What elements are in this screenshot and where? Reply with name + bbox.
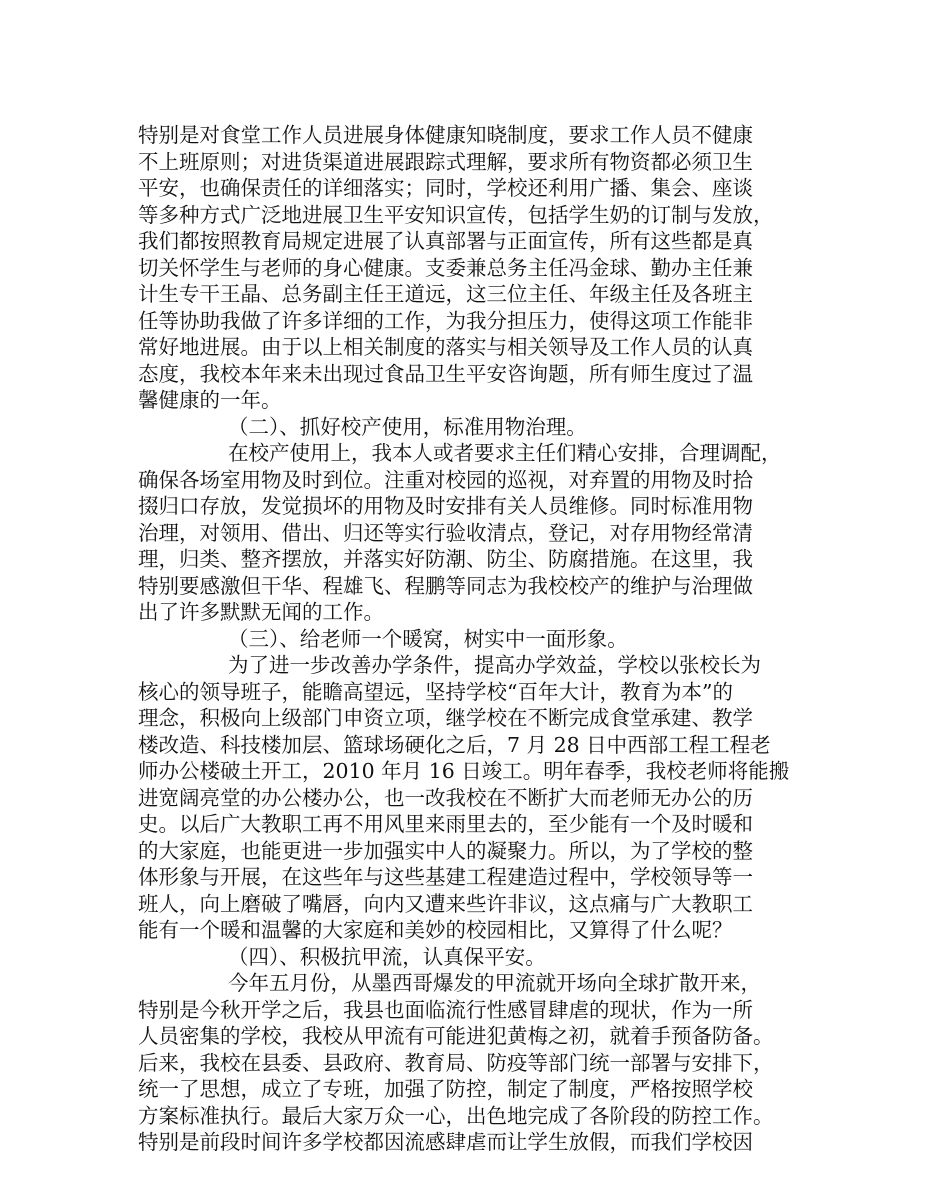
text-line: 楼改造、科技楼加层、篮球场硬化之后，7 月 28 日中西部工程工程老: [138, 732, 771, 757]
text-line: 人员密集的学校，我校从甲流有可能进犯黄梅之初，就着手预备防备。: [138, 1024, 774, 1048]
text-line: 态度，我校本年来未出现过食品卫生平安咨询题，所有师生度过了温: [138, 361, 753, 386]
text-line: 核心的领导班子，能瞻高望远，坚持学校“百年大计，教育为本”的: [138, 679, 733, 704]
text-line: 理，归类、整齐摆放，并落实好防潮、防尘、防腐措施。在这里，我: [138, 547, 753, 571]
text-line: 为了进一步改善办学条件，提高办学效益，学校以张校长为: [228, 653, 761, 677]
text-line: 常好地进展。由于以上相关制度的落实与相关领导及工作人员的认真: [138, 335, 753, 359]
document-page: [138, 122, 828, 1156]
text-line: 不上班原则；对进货渠道进展跟踪式理解，要求所有物资都必须卫生: [138, 149, 753, 174]
text-line: 理念，积极向上级部门申资立项，继学校在不断完成食堂承建、教学: [138, 706, 753, 730]
text-line: 我们都按照教育局规定进展了认真部署与正面宣传，所有这些都是真: [138, 229, 753, 253]
text-line: 掇归口存放，发觉损坏的用物及时安排有关人员维修。同时标准用物: [138, 494, 753, 518]
text-line: 的大家庭，也能更进一步加强实中人的凝聚力。所以，为了学校的整: [138, 838, 753, 863]
text-line: 今年五月份，从墨西哥爆发的甲流就开场向全球扩散开来，: [228, 971, 761, 995]
text-line: 特别是前段时间许多学校都因流感肆虐而让学生放假，而我们学校因: [138, 1130, 753, 1154]
text-line: 进宽阔亮堂的办公楼办公，也一改我校在不断扩大而老师无办公的历: [138, 785, 753, 810]
text-line: 特别是对食堂工作人员进展身体健康知晓制度，要求工作人员不健康: [138, 123, 753, 147]
text-line: 平安，也确保责任的详细落实；同时，学校还利用广播、集会、座谈: [138, 176, 753, 200]
text-line: 等多种方式广泛地进展卫生平安知识宣传，包括学生奶的订制与发放，: [138, 202, 774, 227]
text-line: 出了许多默默无闻的工作。: [138, 600, 384, 624]
text-line: 统一了思想，成立了专班，加强了防控，制定了制度，严格按照学校: [138, 1077, 753, 1101]
text-line: 馨健康的一年。: [138, 388, 282, 412]
text-line: 任等协助我做了许多详细的工作，为我分担压力，使得这项工作能非: [138, 308, 753, 333]
text-line: 治理，对领用、借出、归还等实行验收清点，登记，对存用物经常清: [138, 520, 753, 545]
text-line: 在校产使用上，我本人或者要求主任们精心安排，合理调配，: [228, 441, 782, 465]
text-line: 特别要感激但干华、程雄飞、程鹏等同志为我校校产的维护与治理做: [138, 573, 753, 598]
text-line: 后来，我校在县委、县政府、教育局、防疫等部门统一部署与安排下，: [138, 1050, 774, 1075]
text-line: 特别是今秋开学之后，我县也面临流行性感冒肆虐的现状，作为一所: [138, 997, 753, 1022]
text-line: 师办公楼破土开工，2010 年月 16 日竣工。明年春季，我校老师将能搬: [138, 759, 790, 783]
text-line: 班人，向上磨破了嘴唇，向内又遭来些许非议，这点痛与广大教职工: [138, 891, 753, 916]
section-heading: （四）、积极抗甲流，认真保平安。: [228, 944, 546, 969]
text-line: 方案标准执行。最后大家万众一心，出色地完成了各阶段的防控工作。: [138, 1103, 774, 1128]
section-heading: （二）、抓好校产使用，标准用物治理。: [228, 414, 587, 439]
section-heading: （三）、给老师一个暖窝，树实中一面形象。: [228, 626, 628, 651]
text-line: 切关怀学生与老师的身心健康。支委兼总务主任冯金球、勤办主任兼: [138, 255, 753, 280]
text-line: 确保各场室用物及时到位。注重对校园的巡视，对弃置的用物及时拾: [138, 467, 753, 492]
text-line: 能有一个暖和温馨的大家庭和美妙的校园相比，又算得了什么呢？: [138, 918, 733, 942]
text-line: 史。以后广大教职工再不用风里来雨里去的，至少能有一个及时暖和: [138, 812, 753, 836]
text-line: 体形象与开展，在这些年与这些基建工程建造过程中，学校领导等一: [138, 865, 753, 889]
text-line: 计生专干王晶、总务副主任王道远，这三位主任、年级主任及各班主: [138, 282, 753, 306]
